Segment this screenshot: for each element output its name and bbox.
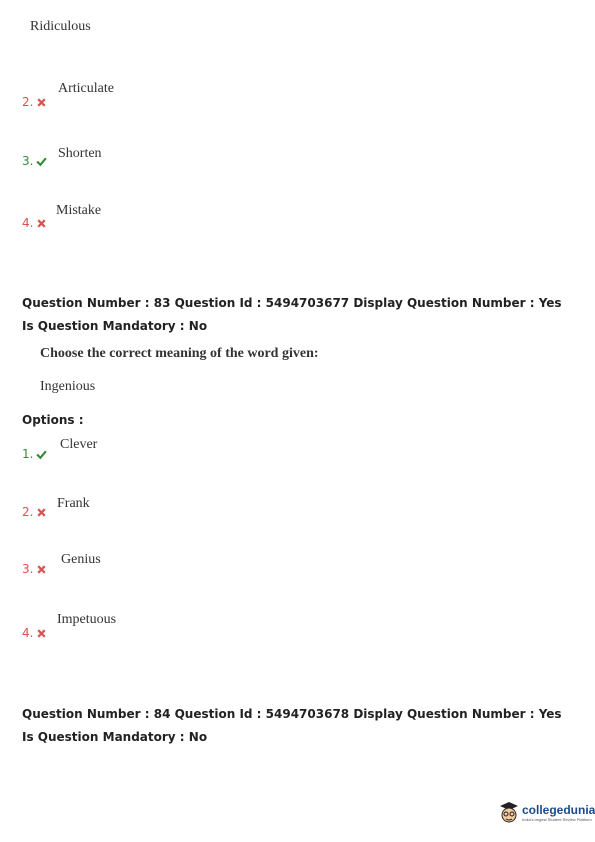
- option-number-4: [22, 626, 47, 640]
- question-header: Question Number : 83 Question Id : 5494703677 Display Question Number : Yes Is Question Mandatory : No: [22, 296, 562, 333]
- brand-tagline: India's largest Student Review Platform: [522, 817, 592, 822]
- previous-option-text: Ridiculous: [30, 19, 91, 34]
- option-number-3: [22, 154, 47, 168]
- option-number-label: 3.: [22, 562, 34, 576]
- options-label: Options :: [22, 413, 84, 427]
- option-text: Impetuous: [57, 612, 117, 627]
- option-text: Shorten: [58, 146, 102, 161]
- collegedunia-logo: [498, 800, 595, 826]
- option-text: Genius: [61, 552, 101, 567]
- option-text: Frank: [57, 496, 90, 511]
- option-number-2: [22, 95, 47, 109]
- option-text: Clever: [60, 437, 98, 452]
- cross-icon: [36, 628, 47, 639]
- cross-icon: [36, 507, 47, 518]
- option-text: Articulate: [58, 81, 114, 96]
- option-number-label: 3.: [22, 154, 34, 168]
- question-prompt: Choose the correct meaning of the word given:: [40, 346, 319, 361]
- option-number-label: 2.: [22, 95, 34, 109]
- option-number-label: 1.: [22, 447, 34, 461]
- cross-icon: [36, 218, 47, 229]
- graduate-mascot-icon: [498, 800, 520, 826]
- option-number-2: [22, 505, 47, 519]
- question-word: Ingenious: [40, 379, 96, 394]
- question-header: Question Number : 84 Question Id : 5494703678 Display Question Number : Yes Is Question Mandatory : No: [22, 707, 562, 744]
- check-icon: [36, 156, 47, 167]
- check-icon: [36, 449, 47, 460]
- cross-icon: [36, 97, 47, 108]
- cross-icon: [36, 564, 47, 575]
- option-number-3: [22, 562, 47, 576]
- option-number-label: 4.: [22, 626, 34, 640]
- option-number-4: [22, 216, 47, 230]
- option-number-label: 4.: [22, 216, 34, 230]
- option-text: Mistake: [56, 203, 102, 218]
- option-number-1: [22, 447, 47, 461]
- option-number-label: 2.: [22, 505, 34, 519]
- brand-name: collegedunia: [522, 803, 595, 817]
